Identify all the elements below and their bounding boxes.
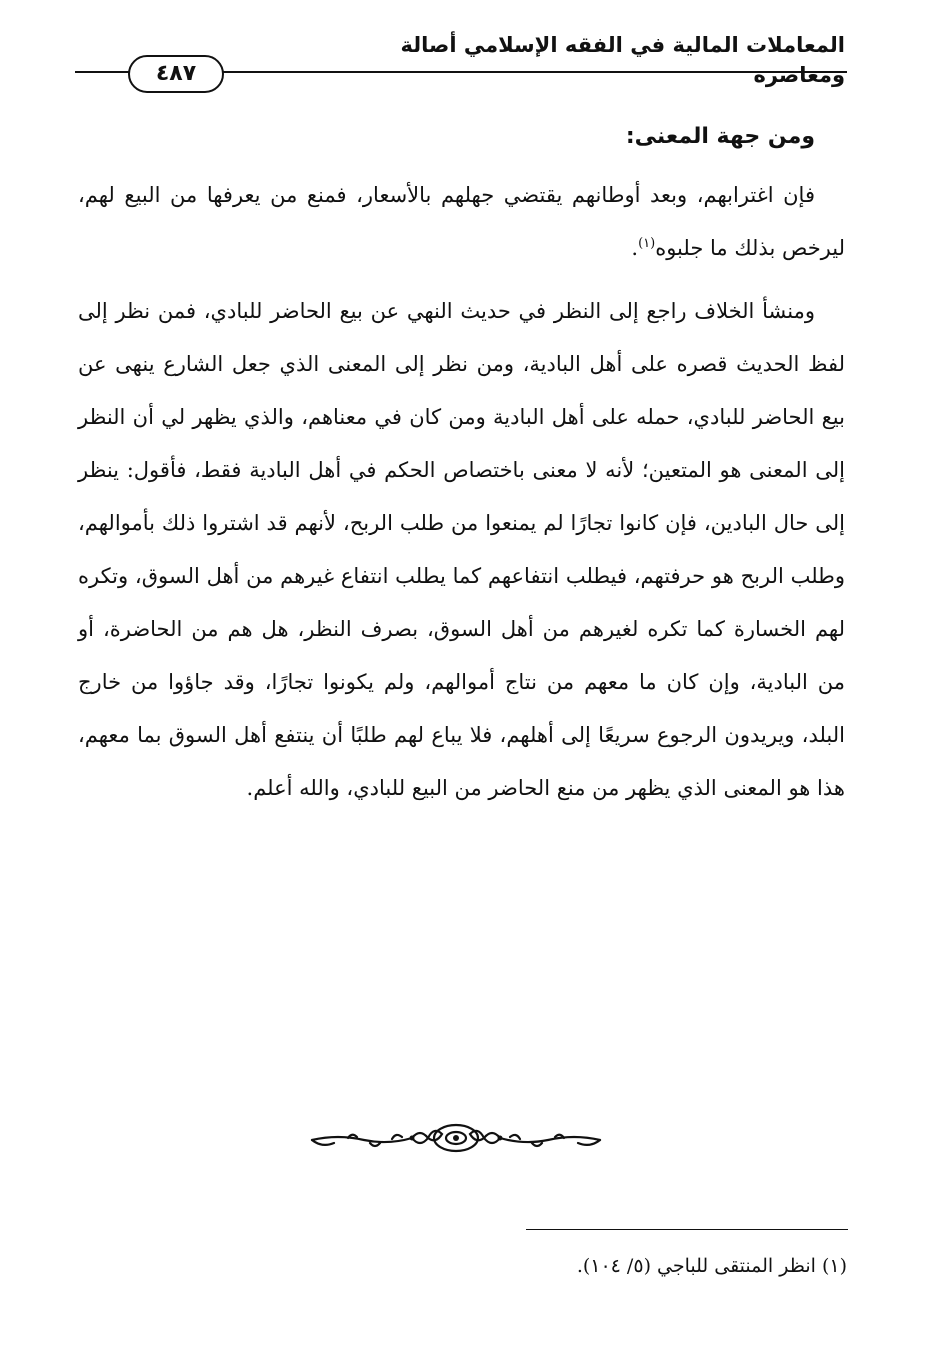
section-heading: ومن جهة المعنى: xyxy=(625,124,815,149)
paragraph-1-text: فإن اغترابهم، وبعد أوطانهم يقتضي جهلهم بالأسعار، فمنع من يعرفها من البيع لهم، ليرخص بذلك ما جلبوه xyxy=(78,183,845,260)
paragraph-1-end: . xyxy=(631,236,639,260)
paragraph-1 xyxy=(78,169,845,275)
footnote-separator xyxy=(526,1229,848,1230)
decorative-divider-icon xyxy=(308,1118,604,1158)
body-text xyxy=(78,110,845,825)
paragraph-2: ومنشأ الخلاف راجع إلى النظر في حديث النهي عن بيع الحاضر للبادي، فمن نظر إلى لفظ الحديث قصره على أهل البادية، ومن نظر إلى المعنى الذي جعل الشارع ينهى عن بيع الحاضر للبادي، حمله على أهل البادية ومن كان في معناهم، والذي يظهر لي أن النظر إلى المعنى هو المتعين؛ لأنه لا معنى باختصاص الحكم في أهل البادية فقط، فأقول: ينظر إلى حال البادين، فإن كانوا تجارًا لم يمنعوا من طلب الربح، لأنهم قد اشتروا ذلك بأموالهم، وطلب الربح هو حرفتهم، فيطلب انتفاعهم كما يطلب انتفاع غيرهم من أهل السوق، وتكره لهم الخسارة كما تكره لغيرهم من أهل السوق، بصرف النظر، هل هم من الحاضرة، أو من البادية، وإن كان ما معهم من نتاج أموالهم، ولم يكونوا تجارًا، وقد جاؤوا من خارج البلد، ويريدون الرجوع سريعًا إلى أهلهم، فلا يباع لهم طلبًا أن ينتفع أهل السوق بما معهم، هذا هو المعنى الذي يظهر من منع الحاضر من البيع للبادي، والله أعلم. xyxy=(78,299,845,800)
footnote-text: انظر المنتقى للباجي (٥/ ١٠٤). xyxy=(576,1255,816,1277)
footnote-1 xyxy=(247,1252,847,1280)
footnote-reference[interactable]: (١) xyxy=(638,236,656,251)
running-title: المعاملات المالية في الفقه الإسلامي أصالة ومعاصرة xyxy=(400,33,845,87)
footnote-marker: (١) xyxy=(821,1255,847,1277)
page-number: ٤٨٧ xyxy=(128,55,224,93)
